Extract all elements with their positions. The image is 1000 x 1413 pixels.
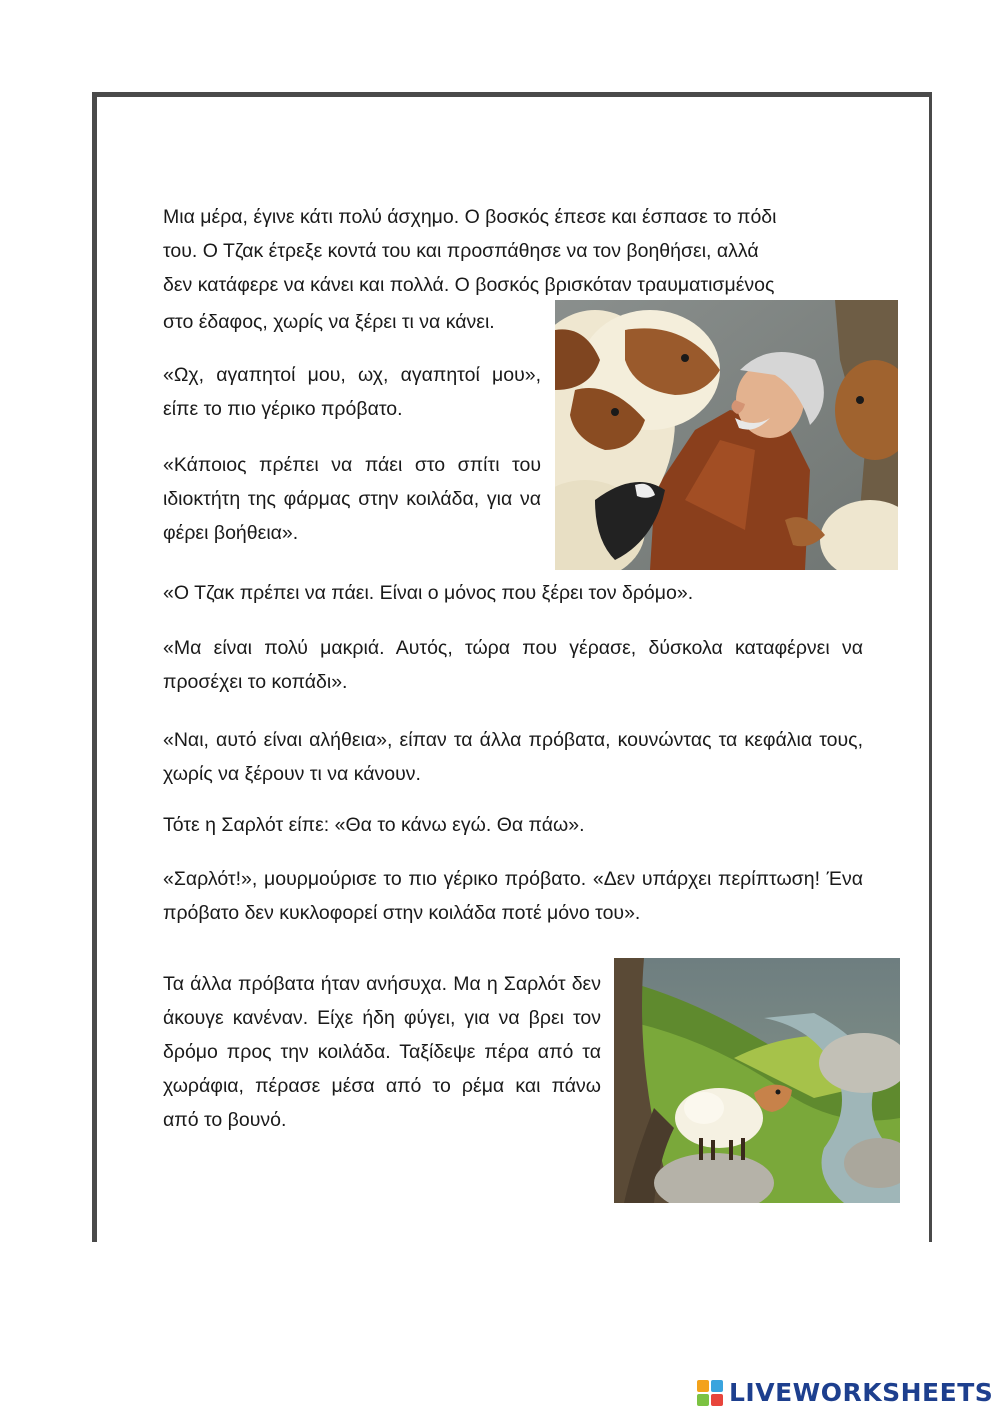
paragraph-6: «Ναι, αυτό είναι αλήθεια», είπαν τα άλλα πρόβατα, κουνώντας τα κεφάλια τους, χωρίς να ξέρουν τι να κάνουν. <box>163 729 863 785</box>
paragraph-3: «Κάποιος πρέπει να πάει στο σπίτι του ιδιοκτήτη της φάρμας στην κοιλάδα, για να φέρει βοήθεια». <box>163 454 541 544</box>
paragraph-1-line-1: Μια μέρα, έγινε κάτι πολύ άσχημο. Ο βοσκός έπεσε και έσπασε το πόδι <box>163 206 777 228</box>
paragraph-2: «Ωχ, αγαπητοί μου, ωχ, αγαπητοί μου», είπε το πιο γέρικο πρόβατο. <box>163 364 541 420</box>
liveworksheets-logo <box>697 1378 993 1407</box>
logo-icon <box>697 1380 723 1406</box>
shepherd-sheep-illustration <box>555 300 898 570</box>
paragraph-7: Τότε η Σαρλότ είπε: «Θα το κάνω εγώ. Θα πάω». <box>163 814 585 836</box>
logo-text: LIVEWORKSHEETS <box>729 1378 994 1407</box>
paragraph-1-line-2: του. Ο Τζακ έτρεξε κοντά του και προσπάθησε να τον βοηθήσει, αλλά <box>163 240 759 262</box>
paragraph-4: «Ο Τζακ πρέπει να πάει. Είναι ο μόνος που ξέρει τον δρόμο». <box>163 582 694 604</box>
paragraph-8: «Σαρλότ!», μουρμούρισε το πιο γέρικο πρόβατο. «Δεν υπάρχει περίπτωση! Ένα πρόβατο δεν κυκλοφορεί στην κοιλάδα ποτέ μόνο του». <box>163 868 863 924</box>
paragraph-9: Τα άλλα πρόβατα ήταν ανήσυχα. Μα η Σαρλότ δεν άκουγε κανέναν. Είχε ήδη φύγει, για να βρει τον δρόμο προς την κοιλάδα. Ταξίδεψε πέρα από τα χωράφια, πέρασε μέσα από το ρέμα και πάνω από το βουνό. <box>163 973 601 1131</box>
paragraph-1-line-4: στο έδαφος, χωρίς να ξέρει τι να κάνει. <box>163 311 495 333</box>
charlotte-sheep-illustration <box>614 958 900 1203</box>
paragraph-1-line-3: δεν κατάφερε να κάνει και πολλά. Ο βοσκός βρισκόταν τραυματισμένος <box>163 274 775 296</box>
paragraph-5: «Μα είναι πολύ μακριά. Αυτός, τώρα που γέρασε, δύσκολα καταφέρνει να προσέχει το κοπάδι». <box>163 637 863 693</box>
